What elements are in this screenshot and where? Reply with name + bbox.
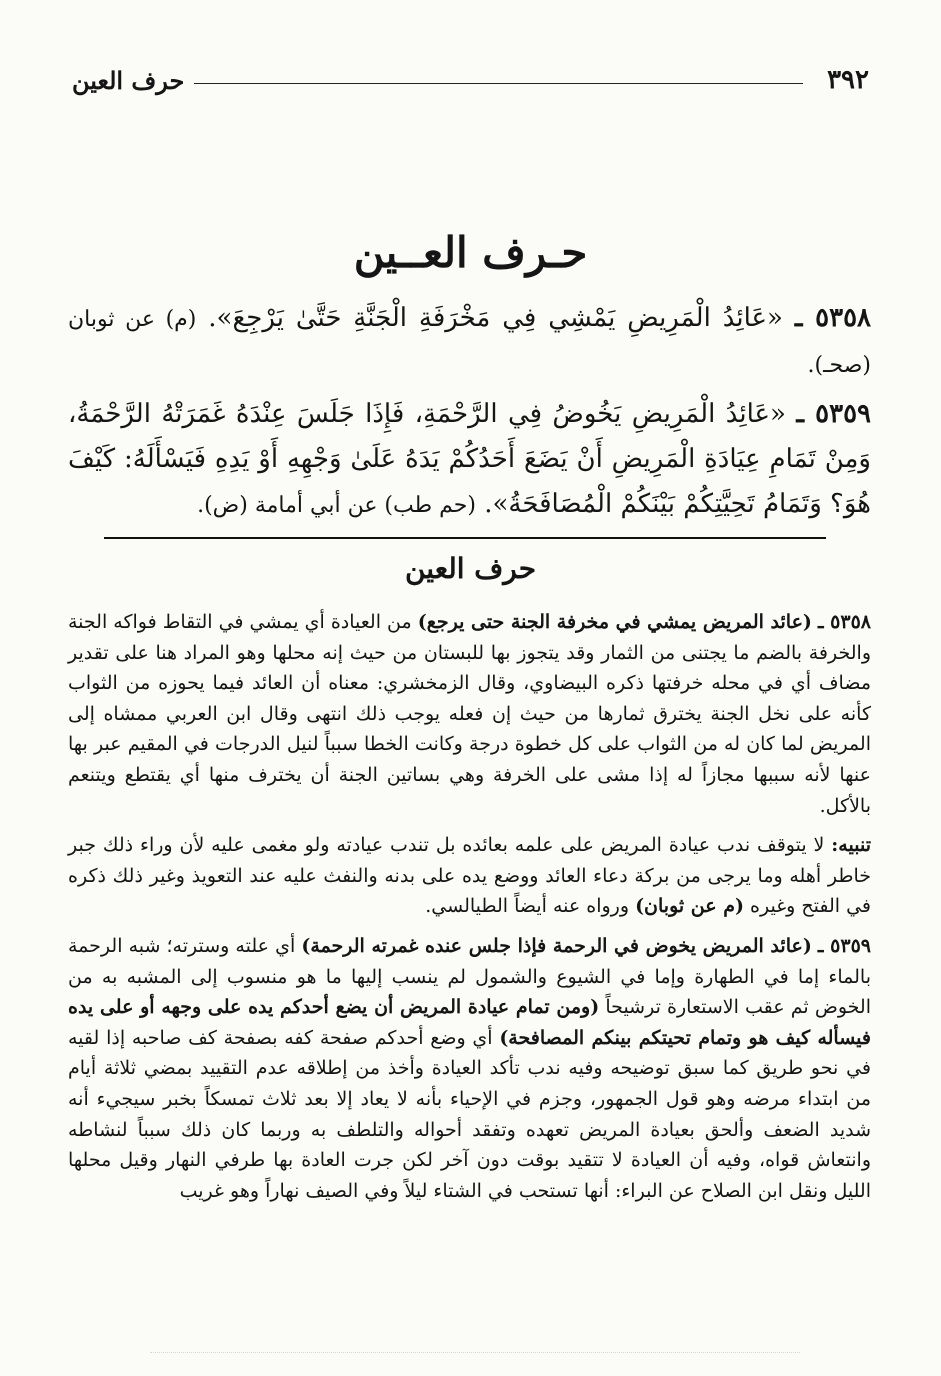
- commentary-note: [68, 830, 871, 922]
- scan-noise: [150, 1352, 800, 1359]
- note-tail: ورواه عنه أيضاً الطيالسي.: [425, 895, 630, 918]
- hadith-number: ٥٣٥٨ ـ: [794, 303, 871, 333]
- hadith-source: (حم طب) عن أبي أمامة (ض).: [197, 493, 476, 518]
- commentary-quote: (عائد المريض يمشي في مخرفة الجنة حتى يرجع): [417, 611, 812, 633]
- hadith-text: «عَائِدُ الْمَرِيضِ يَمْشِي فِي مَخْرَفَةِ الْجَنَّةِ حَتَّىٰ يَرْجِعَ».: [208, 303, 783, 333]
- commentary-body: من العيادة أي يمشي في التقاط فواكه الجنة والخرفة بالضم ما يجتنى من الثمار وقد يتجوز بها للبستان من حيث إنه محلها وهو المراد هنا على تقدير مضاف أي في محله خرفتها ذكره البيضاوي، وقال الزمخشري: معناه أن العائد فيما يحوزه من الثواب كأنه على نخل الجنة يخترق ثمارها من حيث إن فعله يوجب ذلك انتهى وقال ابن العربي ممشاه إلى المريض لما كان له من الثواب على كل خطوة درجة وكانت الخطا سبباً لنيل الدرجات في المقيم عبر بها عنها لأنه سببها مجازاً له إذا مشى على الخرفة وهي بساتين الجنة أن يخترف منها أي يقتطع ويتنعم بالأكل.: [68, 611, 871, 817]
- page-number: ٣٩٢: [827, 65, 869, 95]
- hadith-text: «عَائِدُ الْمَرِيضِ يَخُوضُ فِي الرَّحْمَةِ، فَإِذَا جَلَسَ عِنْدَهُ غَمَرَتْهُ الرَّحْمَةُ، وَمِنْ تَمَامِ عِيَادَةِ الْمَرِيضِ أَنْ يَضَعَ أَحَدُكُمْ يَدَهُ عَلَىٰ وَجْهِهِ أَوْ يَدِهِ فَيَسْأَلَهُ: كَيْفَ هُوَ؟ وَتَمَامُ تَحِيَّتِكُمْ بَيْنَكُمْ الْمُصَافَحَةُ».: [68, 399, 871, 519]
- commentary-paragraph-5358: [68, 607, 871, 821]
- hadith-number: ٥٣٥٩ ـ: [796, 399, 871, 429]
- commentary-quote: (عائد المريض يخوض في الرحمة فإذا جلس عنده غمرته الرحمة): [301, 934, 812, 957]
- section-divider: [104, 537, 826, 539]
- hadith-5358: [68, 296, 871, 388]
- commentary-number: ٥٣٥٩ ـ: [817, 934, 871, 957]
- commentary: [68, 607, 871, 1215]
- hadith-source: (م) عن ثوبان (صحـ).: [68, 307, 871, 378]
- commentary-paragraph-5359: [68, 931, 871, 1206]
- chapter-title: حـرف العــين: [353, 228, 588, 277]
- running-header: [72, 60, 869, 100]
- running-header-title: حرف العين: [72, 65, 185, 95]
- note-body: لا يتوقف ندب عيادة المريض على علمه بعائده بل تندب عيادته ولو مغمى عليه لأن وراء ذلك جبر خاطر أهله وما يرجى من بركة دعاء العائد ووضع يده على بدنه والنفث عليه عند التعويذ وغير ذلك ذكره في الفتح وغيره: [68, 834, 871, 918]
- hadith-5359: [68, 392, 871, 528]
- commentary-title: حرف العين: [404, 552, 537, 585]
- header-rule: [194, 83, 803, 84]
- commentary-number: ٥٣٥٨ ـ: [817, 611, 871, 633]
- commentary-quote-2: (ومن تمام عيادة المريض أن يضع أحدكم يده على وجهه أو على يده فيسأله كيف هو وتمام تحيتكم بينكم المصافحة): [68, 996, 871, 1049]
- commentary-body: أي علته وسترته؛ شبه الرحمة بالماء إما في الطهارة وإما في الشيوع والشمول لم ينسب إليها ما هو منسوب إلى المشبه به من الخوض ثم عقب الاستعارة ترشيحاً: [68, 934, 871, 1019]
- note-lead: تنبيه:: [831, 834, 871, 857]
- commentary-tail: أي وضع أحدكم صفحة كفه بصفحة كف صاحبه إذا لقيه في نحو طريق كما سبق توضيحه وفيه ندب تأكد العيادة وأخذ من إطلاقه عدم التقييد بمضي ثلاثة أيام من ابتداء مرضه وهو قول الجمهور، وجزم في الإحياء بأنه لا يعاد إلا بعد ثلاث تمسكاً بخبر سيجيء أنه شديد الضعف وألحق بعيادة المريض تعهده وتفقد أحواله والتلطف به وربما كان ذلك سبباً لنشاطه وانتعاش قواه، وفيه أن العيادة لا تتقيد بوقت دون آخر لكن جرت العادة بها طرفي النهار وقيل محلها الليل ونقل ابن الصلاح عن البراء: أنها تستحب في الشتاء ليلاً وفي الصيف نهاراً وهو غريب: [68, 1026, 871, 1202]
- note-quote: (م عن ثوبان): [635, 895, 744, 918]
